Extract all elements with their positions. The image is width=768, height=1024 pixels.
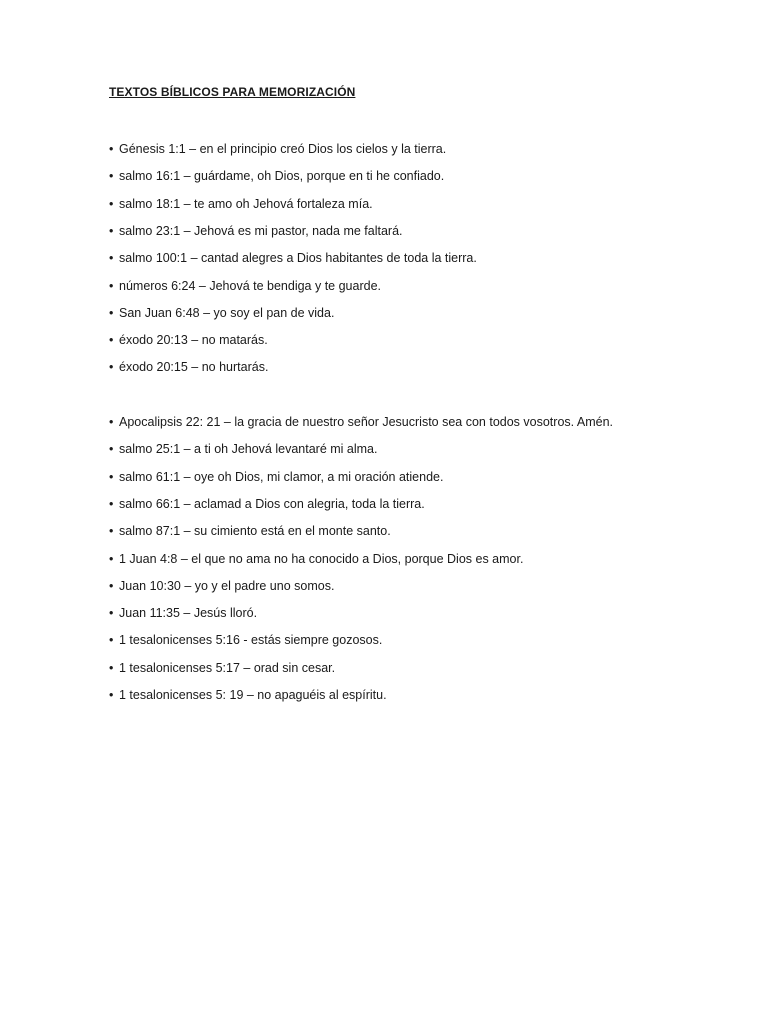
verse-text: 1 Juan 4:8 – el que no ama no ha conocido a Dios, porque Dios es amor.	[119, 551, 524, 566]
verse-item	[109, 305, 334, 321]
bullet-icon: •	[109, 196, 114, 211]
verse-text: salmo 16:1 – guárdame, oh Dios, porque en ti he confiado.	[119, 169, 445, 184]
verse-item	[109, 523, 391, 539]
bullet-icon: •	[109, 524, 114, 539]
verse-item	[109, 441, 377, 457]
verse-text: 1 tesalonicenses 5: 19 – no apaguéis al espíritu.	[119, 688, 387, 702]
verse-text: salmo 18:1 – te amo oh Jehová fortaleza mía.	[119, 196, 373, 211]
bullet-icon: •	[109, 442, 114, 457]
bullet-icon: •	[109, 305, 114, 320]
verse-text: salmo 100:1 – cantad alegres a Dios habitantes de toda la tierra.	[119, 251, 477, 266]
bullet-icon: •	[109, 333, 114, 348]
bullet-icon: •	[109, 415, 114, 429]
bullet-icon: •	[109, 142, 114, 156]
verse-text: salmo 23:1 – Jehová es mi pastor, nada me faltará.	[119, 223, 403, 238]
verse-item	[109, 660, 335, 676]
verse-item	[109, 359, 268, 375]
verse-text: Juan 10:30 – yo y el padre uno somos.	[119, 578, 335, 593]
bullet-icon: •	[109, 169, 114, 184]
verse-text: salmo 25:1 – a ti oh Jehová levantaré mi alma.	[119, 442, 378, 457]
bullet-icon: •	[109, 551, 114, 566]
verse-text: éxodo 20:15 – no hurtarás.	[119, 360, 269, 375]
bullet-icon: •	[109, 223, 114, 238]
verse-text: 1 tesalonicenses 5:16 - estás siempre gozosos.	[119, 633, 383, 648]
verse-item	[109, 687, 387, 703]
bullet-icon: •	[109, 606, 114, 621]
verse-text: San Juan 6:48 – yo soy el pan de vida.	[119, 305, 335, 320]
verse-text: números 6:24 – Jehová te bendiga y te guarde.	[119, 278, 381, 293]
verse-item	[109, 250, 477, 266]
verse-text: salmo 61:1 – oye oh Dios, mi clamor, a mi oración atiende.	[119, 469, 444, 484]
bullet-icon: •	[109, 360, 114, 375]
bullet-icon: •	[109, 633, 114, 648]
bullet-icon: •	[109, 496, 114, 511]
verse-item	[109, 496, 425, 512]
verse-item	[109, 414, 613, 430]
verse-item	[109, 223, 403, 239]
verse-item	[109, 141, 446, 157]
verse-text: éxodo 20:13 – no matarás.	[119, 333, 268, 348]
verse-item	[109, 632, 382, 648]
verse-item	[109, 278, 381, 294]
verse-text: Génesis 1:1 – en el principio creó Dios los cielos y la tierra.	[119, 142, 447, 156]
verse-item	[109, 196, 373, 212]
bullet-icon: •	[109, 251, 114, 266]
bullet-icon: •	[109, 469, 114, 484]
verse-item	[109, 469, 443, 485]
verse-item	[109, 332, 268, 348]
verse-item	[109, 551, 523, 567]
verse-text: salmo 87:1 – su cimiento está en el monte santo.	[119, 524, 391, 539]
bullet-icon: •	[109, 660, 114, 675]
document-title: TEXTOS BÍBLICOS PARA MEMORIZACIÓN	[109, 85, 356, 99]
verse-text: Juan 11:35 – Jesús lloró.	[119, 606, 258, 621]
verse-text: 1 tesalonicenses 5:17 – orad sin cesar.	[119, 660, 336, 675]
bullet-icon: •	[109, 578, 114, 593]
bullet-icon: •	[109, 688, 114, 702]
verse-text: Apocalipsis 22: 21 – la gracia de nuestro señor Jesucristo sea con todos vosotros. Amén.	[119, 415, 614, 429]
verse-item	[109, 605, 257, 621]
verse-item	[109, 578, 334, 594]
verse-item	[109, 168, 444, 184]
verse-text: salmo 66:1 – aclamad a Dios con alegria, toda la tierra.	[119, 496, 425, 511]
bullet-icon: •	[109, 278, 114, 293]
